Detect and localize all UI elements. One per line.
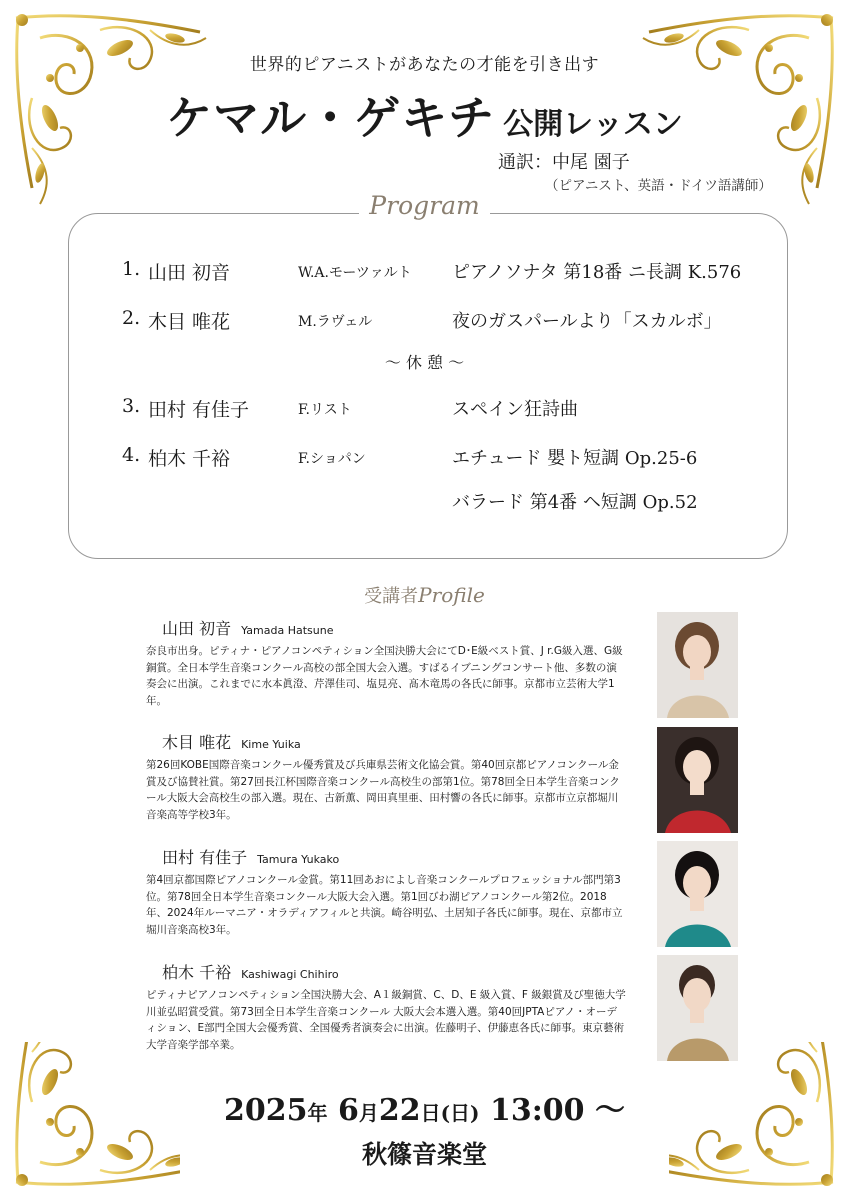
title-main: ケマル・ゲキチ — [166, 91, 496, 145]
event-day: 22 — [378, 1093, 421, 1128]
page-title — [0, 82, 849, 148]
event-date — [0, 1085, 849, 1129]
program-composer: W.A.モーツァルト — [298, 265, 412, 281]
profile-photo-3 — [657, 841, 738, 947]
profile-photo-1 — [657, 612, 738, 718]
profile-photo-2 — [657, 727, 738, 833]
program-piece: バラード 第4番 ヘ短調 Op.52 — [452, 492, 698, 513]
profile-romaji: Kashiwagi Chihiro — [241, 968, 339, 981]
program-label-text: Program — [359, 191, 489, 220]
profile-bio: 第26回KOBE国際音楽コンクール優秀賞及び兵庫県芸術文化協会賞。第40回京都ピアノコンクール金賞及び協賛社賞。第27回長江杯国際音楽コンクール高校生の部第1位。第78回全日本学生音楽コンクール大阪大会高校生の部入選。現在、古新薫、岡田真里亜、田村響の各氏に師事。京都市立京都堀川音楽高等学校3年。 — [146, 759, 620, 821]
event-year: 2025 — [224, 1093, 308, 1128]
profile-name: 田村 有佳子 — [162, 848, 248, 867]
program-num: 3. — [122, 395, 141, 417]
profile-romaji: Tamura Yukako — [257, 853, 340, 866]
profile-name-row — [162, 960, 339, 983]
tagline: 世界的ピアニストがあなたの才能を引き出す — [249, 55, 600, 75]
intermission: ～ 休 憩 ～ — [384, 353, 465, 372]
profile-heading — [0, 582, 849, 608]
profile-photo-4 — [657, 955, 738, 1061]
profile-name: 柏木 千裕 — [162, 963, 232, 982]
program-performer: 田村 有佳子 — [148, 399, 250, 421]
event-day-unit: 日 — [420, 1101, 441, 1125]
program-performer: 柏木 千裕 — [148, 448, 231, 470]
interpreter-note: （ピアニスト、英語・ドイツ語講師） — [545, 178, 772, 194]
title-sub: 公開レッスン — [503, 107, 683, 142]
program-performer: 山田 初音 — [148, 262, 231, 284]
profile-romaji: Kime Yuika — [241, 738, 301, 751]
program-label — [0, 191, 849, 220]
profile-heading-en: Profile — [418, 583, 485, 607]
interpreter: 通訳：中尾 園子 — [498, 152, 630, 173]
program-composer: F.リスト — [298, 402, 352, 418]
program-piece: 夜のガスパールより「スカルボ」 — [452, 311, 722, 332]
profile-bio: 第4回京都国際ピアノコンクール金賞。第11回あおによし音楽コンクールプロフェッショナル部門第3位。第78回全日本学生音楽コンクール大阪大会入選。第1回びわ湖ピアノコンクール第2位。2018年、2024年ルーマニア・オラディアフィルと共演。崎谷明弘、土居知子各氏に師事。現在、京都市立堀川音楽高校3年。 — [146, 874, 623, 936]
program-piece: エチュード 嬰ト短調 Op.25-6 — [452, 448, 698, 469]
program-performer: 木目 唯花 — [148, 311, 231, 333]
program-num: 1. — [122, 258, 141, 280]
event-month-unit: 月 — [358, 1101, 379, 1125]
profile-name-row — [162, 845, 339, 868]
program-composer: M.ラヴェル — [298, 314, 373, 330]
event-month: 6 — [337, 1093, 359, 1128]
profile-romaji: Yamada Hatsune — [241, 624, 334, 637]
program-num: 4. — [122, 444, 141, 466]
profile-heading-jp: 受講者 — [364, 586, 419, 607]
event-venue: 秋篠音楽堂 — [361, 1140, 487, 1169]
profile-name-row — [162, 616, 333, 639]
profile-name-row — [162, 730, 301, 753]
program-composer: F.ショパン — [298, 451, 366, 467]
program-piece: ピアノソナタ 第18番 ニ長調 K.576 — [452, 262, 742, 283]
event-weekday: (日) — [440, 1101, 480, 1125]
program-piece: スペイン狂詩曲 — [452, 399, 578, 420]
event-year-unit: 年 — [307, 1101, 328, 1125]
profile-name: 木目 唯花 — [162, 733, 232, 752]
event-time: 13:00 ～ — [489, 1093, 625, 1128]
profile-bio: 奈良市出身。ピティナ・ピアノコンペティション全国決勝大会にてD･E級ベスト賞、J r.G級入選、G級銅賞。全日本学生音楽コンクール高校の部全国大会入選。すばるイブニングコンサート他、多数の演奏会に出演。これまでに水本眞澄、芹澤佳司、塩見亮、髙木竜馬の各氏に師事。京都市立芸術大学1年。 — [146, 645, 623, 707]
profile-name: 山田 初音 — [162, 619, 232, 638]
program-num: 2. — [122, 307, 141, 329]
profile-bio: ピティナピアノコンペティション全国決勝大会、A１級銅賞、C、D、E 級入賞、F 級銀賞及び聖徳大学川並弘昭賞受賞。第73回全日本学生音楽コンクール 大阪大会本選入選。第40回JPTAピアノ・オーディション、E部門全国大会優秀賞、全国優秀者演奏会に出演。佐藤明子、伊藤恵各氏に師事。東京藝術大学音楽学部卒業。 — [146, 989, 626, 1051]
